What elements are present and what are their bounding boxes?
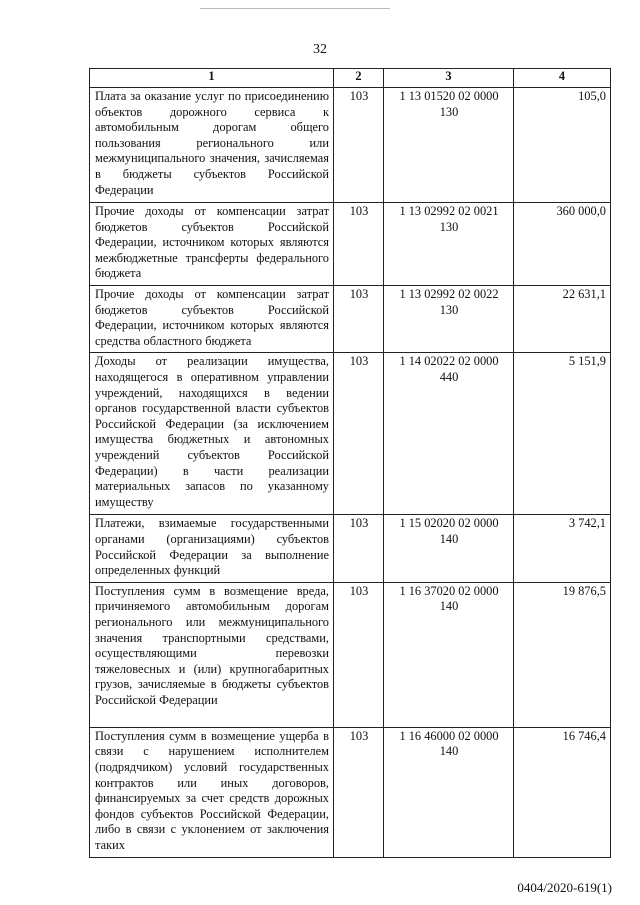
row-kbk: 1 16 37020 02 0000 140 [384, 582, 514, 727]
row-kbk: 1 13 01520 02 0000 130 [384, 88, 514, 203]
row-admin-code: 103 [334, 285, 384, 352]
row-name: Плата за оказание услуг по присоединению объектов дорожного сервиса к автомобильным дорогам общего пользования регионального или межмуниципального значения, зачисляемая в бюджеты субъектов Российской Федерации [90, 88, 334, 203]
column-header-3: 3 [384, 69, 514, 88]
header-rule [200, 8, 390, 9]
row-admin-code: 103 [334, 203, 384, 286]
column-header-2: 2 [334, 69, 384, 88]
row-amount: 105,0 [514, 88, 611, 203]
revenue-table [89, 68, 611, 858]
row-amount: 360 000,0 [514, 203, 611, 286]
table-row [90, 582, 611, 727]
page-number: 32 [313, 42, 327, 57]
row-amount: 16 746,4 [514, 727, 611, 857]
row-admin-code: 103 [334, 727, 384, 857]
table-row [90, 203, 611, 286]
row-kbk: 1 13 02992 02 0021 130 [384, 203, 514, 286]
table-row [90, 353, 611, 515]
row-amount: 5 151,9 [514, 353, 611, 515]
column-header-1: 1 [90, 69, 334, 88]
row-name: Платежи, взимаемые государственными органами (организациями) субъектов Российской Федерации за выполнение определенных функций [90, 515, 334, 582]
row-admin-code: 103 [334, 515, 384, 582]
row-kbk: 1 15 02020 02 0000 140 [384, 515, 514, 582]
row-kbk: 1 16 46000 02 0000 140 [384, 727, 514, 857]
row-amount: 19 876,5 [514, 582, 611, 727]
table-row [90, 515, 611, 582]
row-amount: 3 742,1 [514, 515, 611, 582]
document-code: 0404/2020-619(1) [517, 880, 612, 895]
row-name: Доходы от реализации имущества, находящегося в оперативном управлении учреждений, находящихся в ведении органов государственной власти субъектов Российской Федерации (за исключением имущества бюджетных и автономных учреждений субъектов Российской Федерации) в части реализации материальных запасов по указанному имуществу [90, 353, 334, 515]
table-row [90, 727, 611, 857]
table-row [90, 285, 611, 352]
row-name: Поступления сумм в возмещение ущерба в связи с нарушением исполнителем (подрядчиком) условий государственных контрактов или иных договоров, финансируемых за счет средств дорожных фондов субъектов Российской Федерации, либо в связи с уклонением от заключения таких [90, 727, 334, 857]
row-kbk: 1 13 02992 02 0022 130 [384, 285, 514, 352]
row-kbk: 1 14 02022 02 0000 440 [384, 353, 514, 515]
row-name: Прочие доходы от компенсации затрат бюджетов субъектов Российской Федерации, источником которых являются межбюджетные трансферты федерального бюджета [90, 203, 334, 286]
row-admin-code: 103 [334, 88, 384, 203]
row-admin-code: 103 [334, 353, 384, 515]
row-name: Поступления сумм в возмещение вреда, причиняемого автомобильным дорогам регионального или межмуниципального значения транспортными средствами, осуществляющими перевозки тяжеловесных и (или) крупногабаритных грузов, зачисляемые в бюджеты субъектов Российской Федерации [90, 582, 334, 727]
row-name: Прочие доходы от компенсации затрат бюджетов субъектов Российской Федерации, источником которых являются средства областного бюджета [90, 285, 334, 352]
row-amount: 22 631,1 [514, 285, 611, 352]
table-row [90, 88, 611, 203]
row-admin-code: 103 [334, 582, 384, 727]
table-header-row [90, 69, 611, 88]
column-header-4: 4 [514, 69, 611, 88]
